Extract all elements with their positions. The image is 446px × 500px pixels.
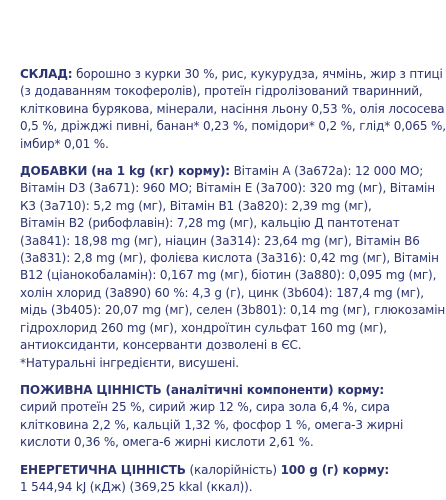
additives-section: [20, 163, 446, 372]
energy-section: [20, 462, 392, 497]
additives-text: Вітамін А (3a672a): 12 000 МО;: [229, 164, 424, 179]
composition-line-2: (з додаванням токоферолів), протеїн гідролізований тваринний,: [20, 84, 423, 99]
composition-text: борошно з курки 30 %, рис, кукурудза, ячмінь, жир з птиці: [72, 67, 443, 81]
nutrition-line-1: сирий протеїн 25 %, сирий жир 12 %, сира зола 6,4 %, сира: [20, 400, 390, 415]
energy-heading-end: 100 g (г) корму:: [280, 462, 390, 477]
nutrition-heading: ПОЖИВНА ЦІННІСТЬ (аналітичні компоненти) корму:: [20, 382, 384, 397]
additives-line-2: Вітамін D3 (3a671): 960 МО; Вітамін Е (3a700): 320 mg (мг), Вітамін: [20, 181, 435, 196]
additives-line-9: мідь (3b405): 20,07 mg (мг), селен (3b801): 0,14 mg (мг), глюкозамін: [20, 303, 446, 318]
nutrition-line-2: клітковина 2,2 %, кальцій 1,32 %, фосфор 1 %, омега-3 жирні: [20, 417, 404, 432]
additives-line-10: гідрохлорид 260 mg (мг), хондроїтин сульфат 160 mg (мг),: [20, 320, 387, 335]
composition-line-5: імбир* 0,01 %.: [20, 136, 109, 151]
additives-line-7: В12 (ціанокобаламін): 0,167 mg (мг), біотин (3a880): 0,095 mg (мг),: [20, 268, 437, 283]
additives-line-4: Вітамін В2 (рибофлавін): 7,28 mg (мг), кальцію Д пантотенат: [20, 216, 400, 231]
additives-line-5: (3a841): 18,98 mg (мг), ніацин (3a314): 23,64 mg (мг), Вітамін В6: [20, 233, 420, 248]
additives-heading: ДОБАВКИ (на 1 kg (кг) корму):: [20, 164, 230, 179]
composition-line-3: клітковина бурякова, мінерали, насіння льону 0,53 %, олія лососева: [20, 101, 445, 116]
additives-line-1: [20, 163, 424, 180]
additives-line-3: К3 (3a710): 5,2 mg (мг), Вітамін В1 (3a820): 2,39 mg (мг),: [20, 198, 372, 213]
energy-heading-suffix: (калорійність): [185, 462, 281, 477]
natural-ingredients-note: *Натуральні інгредієнти, висушені.: [20, 355, 239, 370]
additives-line-6: (3a831): 2,8 mg (мг), фолієва кислота (3a316): 0,42 mg (мг), Вітамін: [20, 251, 439, 266]
nutrition-line-3: кислоти 0,36 %, омега-6 жирні кислоти 2,61 %.: [20, 435, 314, 450]
composition-heading: СКЛАД:: [20, 67, 73, 81]
nutrition-section: [20, 382, 404, 452]
energy-heading-main: ЕНЕРГЕТИЧНА ЦІННІСТЬ: [20, 462, 186, 477]
composition-line-1: [20, 66, 443, 83]
composition-line-4: 0,5 %, дріжджі пивні, банан* 0,23 %, помідори* 0,2 %, глід* 0,065 %,: [20, 119, 446, 134]
additives-line-11: антиоксиданти, консерванти дозволені в ЄС.: [20, 338, 302, 353]
energy-heading: [20, 462, 392, 479]
energy-value: 1 544,94 kJ (кДж) (369,25 kkal (ккал)).: [20, 479, 253, 494]
additives-line-8: холін хлорид (3a890) 60 %: 4,3 g (г), цинк (3b604): 187,4 mg (мг),: [20, 285, 424, 300]
composition-section: [20, 66, 446, 153]
